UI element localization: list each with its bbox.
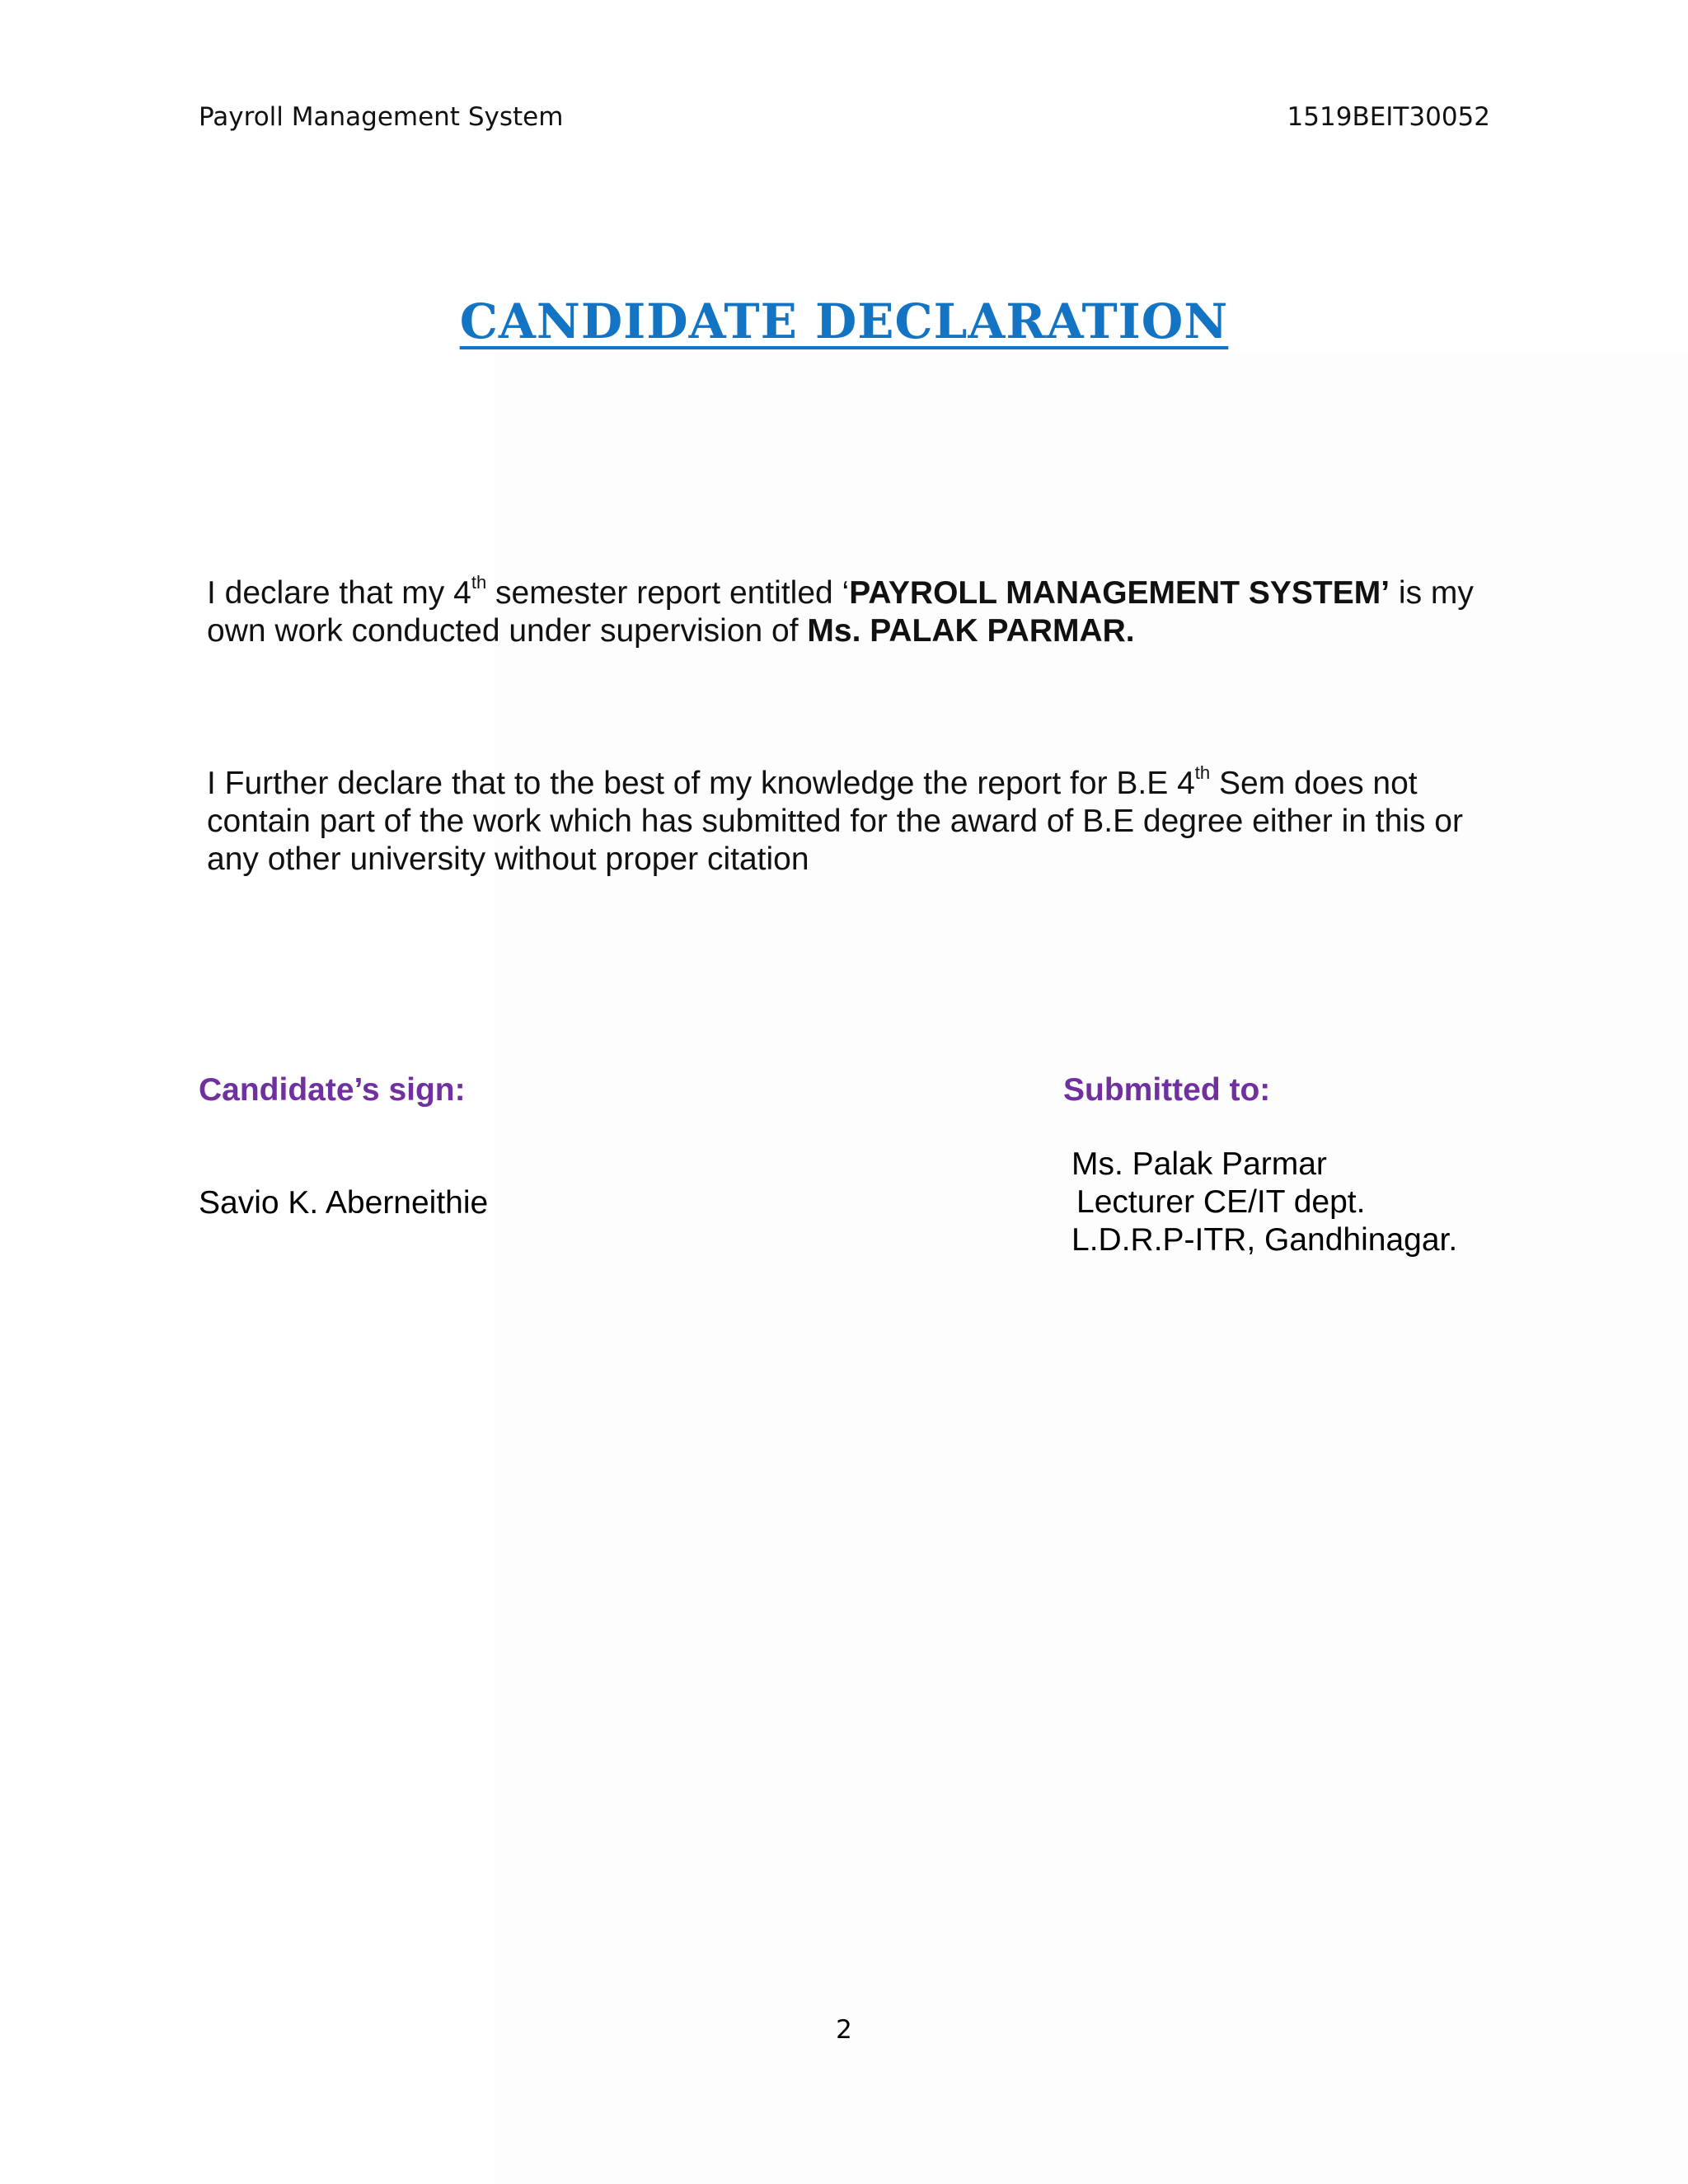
- page-number: 2: [836, 2015, 852, 2045]
- declaration-text: I Further declare that to the best of my knowledge the report for B.E 4: [207, 766, 1195, 801]
- page-title-text: CANDIDATE DECLARATION: [459, 293, 1229, 349]
- declaration-text: Sem does not contain part of the work which has submitted for the award of B.E degree either in this or any other university without proper citation: [207, 766, 1463, 877]
- candidate-sign-label: Candidate’s sign:: [199, 1072, 466, 1108]
- candidate-name: Savio K. Aberneithie: [199, 1185, 489, 1221]
- header-enrollment-number: 1519BEIT30052: [1287, 102, 1490, 132]
- supervisor-name: Ms. PALAK PARMAR.: [807, 613, 1135, 649]
- header-document-title: Payroll Management System: [199, 102, 564, 132]
- declaration-text: semester report entitled ‘: [486, 575, 850, 611]
- declaration-paragraph-2: [207, 762, 1493, 879]
- page-title: [0, 292, 1688, 351]
- ordinal-suffix: th: [1194, 762, 1211, 783]
- declaration-text: I declare that my 4: [207, 575, 471, 611]
- project-title: PAYROLL MANAGEMENT SYSTEM’: [849, 575, 1390, 611]
- submitted-to-institute: L.D.R.P-ITR, Gandhinagar.: [1071, 1222, 1458, 1258]
- ordinal-suffix: th: [471, 572, 487, 593]
- declaration-paragraph-1: [207, 574, 1493, 650]
- submitted-to-block: [1071, 1146, 1457, 1259]
- submitted-to-name: Ms. Palak Parmar: [1071, 1146, 1327, 1182]
- declaration-text: is my own work conducted under supervision of: [207, 575, 1474, 649]
- submitted-to-role: Lecturer CE/IT dept.: [1076, 1184, 1366, 1220]
- submitted-to-label: Submitted to:: [1063, 1072, 1271, 1108]
